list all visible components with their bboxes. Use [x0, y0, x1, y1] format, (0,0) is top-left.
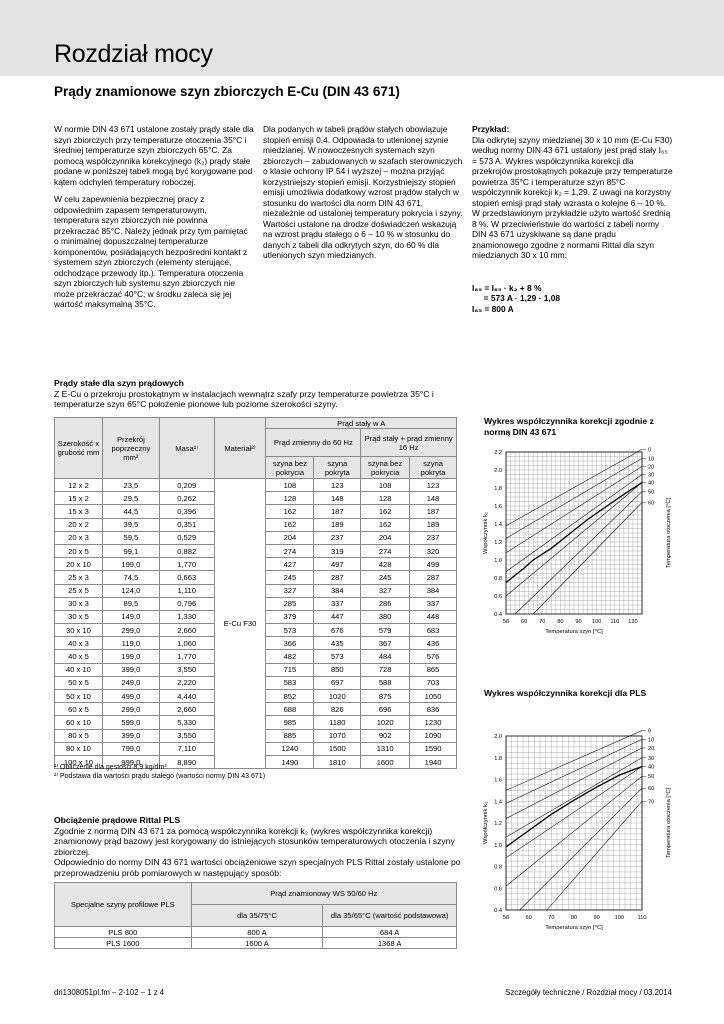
table-cell: 249,0	[102, 676, 159, 689]
series-label: 30	[648, 472, 655, 479]
table-cell: 2,220	[159, 676, 214, 689]
table-cell: 1020	[361, 716, 410, 729]
table-cell: 499	[410, 558, 457, 571]
table-cell: 39,5	[102, 518, 159, 531]
table-cell: 1490	[266, 755, 314, 768]
table-cell: 327	[361, 584, 410, 597]
x-tick-label: 50	[502, 915, 510, 921]
intro-column-2	[263, 124, 463, 268]
table-cell: 12 x 2	[55, 479, 103, 492]
footer-right: Szczegóły techniczne / Rozdział mocy / 03.2014	[505, 988, 672, 997]
y-tick-label: 1.4	[494, 799, 502, 806]
table-cell: 50 x 5	[55, 676, 103, 689]
x-tick-label: 70	[539, 619, 546, 625]
table-cell: 367	[361, 637, 410, 650]
table-cell: 80 x 5	[55, 729, 103, 742]
table-cell: 204	[266, 531, 314, 544]
table-cell: 50 x 10	[55, 690, 103, 703]
page-title: Rozdział mocy	[54, 40, 213, 68]
table-cell: 128	[266, 492, 314, 505]
table-cell: 320	[410, 544, 457, 557]
pls-table	[54, 882, 457, 949]
table-cell: 1,110	[159, 584, 214, 597]
table-cell: 124,0	[102, 584, 159, 597]
table-cell: 1180	[314, 716, 361, 729]
x-tick-label: 60	[525, 915, 532, 921]
table-cell: 319	[314, 544, 361, 557]
table-cell: 299,0	[102, 703, 159, 716]
chart2-title: Wykres współczynnika korekcji dla PLS	[484, 688, 647, 698]
table-cell: 447	[314, 610, 361, 623]
y-tick-label: 0.6	[494, 594, 502, 600]
y-axis-label: Współczynnik k₂	[483, 511, 489, 555]
header-mass: Masa¹⁾	[159, 418, 214, 479]
series-label: 30	[648, 755, 655, 762]
table-cell: 30 x 3	[55, 597, 103, 610]
header-coated: szyna pokryta	[410, 457, 457, 479]
table-cell: 327	[266, 584, 314, 597]
y-tick-label: 1.8	[494, 486, 502, 492]
table-cell: 836	[410, 703, 457, 716]
table-cell: 399,0	[102, 663, 159, 676]
table-cell: 1230	[410, 716, 457, 729]
table-cell: 162	[266, 505, 314, 518]
table-cell: 1600	[361, 755, 410, 768]
table-cell: 573	[314, 650, 361, 663]
y-tick-label: 0.6	[494, 886, 502, 893]
x-tick-label: 80	[557, 619, 564, 625]
header-material: Materiał²⁾	[214, 418, 266, 479]
table-cell: 428	[361, 558, 410, 571]
table-cell: 162	[361, 518, 410, 531]
table-cell: 199,0	[102, 650, 159, 663]
paragraph: W normie DIN 43 671 ustalone zostały prądy stałe dla szyn zbiorczych przy temperaturze otoczenia 35°C i średniej temperaturze szyn zbiorczych 65°C. Za pomocą współczynnika korekcyjnego (k₂) prądy stałe podane w poniższej tabeli mogą być korygowane pod kątem odchyleń temperatury roboczej.	[54, 124, 254, 187]
table-cell: 40 x 3	[55, 637, 103, 650]
table-cell: 199,0	[102, 558, 159, 571]
table-cell: 1,770	[159, 558, 214, 571]
header-dc: Prąd stały + prąd zmienny 16 Hz	[361, 429, 457, 457]
table-cell: 865	[410, 663, 457, 676]
table-cell: 128	[361, 492, 410, 505]
x-axis-label: Temperatura szyn [°C]	[545, 925, 603, 931]
pls-text-1: Zgodnie z normą DIN 43 671 za pomocą współczynnika korekcji k₂ (wykres współczynnika korekcji) znamionowy prąd bazowy jest korygowany do istniejących stosunków temperaturowych otoczenia i szyny zbiorczej.	[54, 825, 455, 857]
table-cell: 379	[266, 610, 314, 623]
header-current: Prąd stały w A	[266, 418, 457, 429]
header-bare: szyna bez pokrycia	[361, 457, 410, 479]
table-cell: 482	[266, 650, 314, 663]
table-cell: 800 A	[191, 927, 323, 938]
series-label: 50	[648, 489, 655, 496]
chart-din	[480, 444, 670, 649]
table-cell: 286	[361, 597, 410, 610]
table-cell: 384	[314, 584, 361, 597]
table-cell: 1500	[314, 742, 361, 755]
table-cell: 204	[361, 531, 410, 544]
example-column	[472, 124, 674, 314]
table-cell: 0,262	[159, 492, 214, 505]
table-cell: 100 x 10	[55, 755, 103, 768]
table1-title: Prądy stałe dla szyn prądowych	[54, 378, 184, 388]
table-cell: 20 x 10	[55, 558, 103, 571]
table-cell: 7,110	[159, 742, 214, 755]
table-cell: 715	[266, 663, 314, 676]
table-cell: 399,0	[102, 729, 159, 742]
table-cell: 0,529	[159, 531, 214, 544]
table-cell: 123	[314, 479, 361, 492]
series-label: 0	[648, 447, 652, 454]
table-cell: 3,550	[159, 729, 214, 742]
table-cell: 59,5	[102, 531, 159, 544]
table-cell: 384	[410, 584, 457, 597]
y-tick-label: 1.2	[494, 540, 502, 546]
y-tick-label: 1.2	[494, 821, 502, 827]
table-cell: 999,0	[102, 755, 159, 768]
table-cell: PLS 800	[55, 927, 192, 938]
table-cell: 1590	[410, 742, 457, 755]
table-cell: 15 x 2	[55, 492, 103, 505]
table-cell: 1600 A	[191, 938, 323, 949]
header-35-65: dla 35/65°C (wartość podstawowa)	[323, 905, 457, 927]
series-label: 0	[648, 728, 652, 735]
table-cell: 108	[266, 479, 314, 492]
footnote: ¹⁾ Obliczenie dla gęstości 8,9 kg/dm³	[54, 764, 167, 771]
table-cell: 427	[266, 558, 314, 571]
table-cell: 99,1	[102, 544, 159, 557]
table-cell: 162	[266, 518, 314, 531]
footer-left: dri1308051pl.fm – 2-102 – 1 z 4	[54, 988, 165, 997]
table-cell: 187	[314, 505, 361, 518]
x-tick-label: 90	[593, 915, 600, 921]
table-cell: 1070	[314, 729, 361, 742]
table-cell: 728	[361, 663, 410, 676]
header-rated: Prąd znamionowy WS 50/60 Hz	[191, 883, 456, 905]
table-cell: 1050	[410, 690, 457, 703]
chart1-title: Wykres współczynnika korekcji zgodnie z normą DIN 43 671	[484, 416, 654, 437]
table-cell: 30 x 10	[55, 624, 103, 637]
x-tick-label: 100	[591, 619, 602, 625]
series-label: 70	[648, 799, 655, 806]
table-cell: 8,890	[159, 755, 214, 768]
series-label: 60	[648, 500, 655, 507]
table-cell: 985	[266, 716, 314, 729]
current-table	[54, 417, 457, 769]
table-cell: 119,0	[102, 637, 159, 650]
table-cell: 20 x 3	[55, 531, 103, 544]
table-cell: 287	[410, 571, 457, 584]
header-size: Szerokość x grubość mm	[55, 418, 103, 479]
table-cell: 25 x 3	[55, 571, 103, 584]
example-text: Dla odkrytej szyny miedzianej 30 x 10 mm (E-Cu F30) według normy DIN 43 671 ustalony jest prąd stały I₆₅ = 573 A. Wykres współczynnika korekcji dla przekrojów prostokątnych pokazuje przy temperaturze powietrza 35°C i temperaturze szyn 85°C współczynnik korekcji k₂ = 1,29. Z uwagi na korzystny stopień emisji prąd stały wzrasta o kolejne 6 – 10 %. W przedstawionym przykładzie użyto wartość średnią 8 %. W przeciwieństwie do wartości z tabeli normy DIN 43 671 uzyskiwane są dane prądu znamionowego zgodne z normami Rittal dla szyn miedzianych 30 x 10 mm:	[472, 134, 673, 260]
table-cell: 1,060	[159, 637, 214, 650]
table-cell: 448	[410, 610, 457, 623]
y2-axis-label: Temperatura otoczenia [°C]	[666, 787, 672, 859]
table-cell: 0,663	[159, 571, 214, 584]
series-label: 20	[648, 464, 655, 471]
series-label: 10	[648, 456, 655, 463]
series-label: 40	[648, 764, 655, 771]
table-cell: 74,5	[102, 571, 159, 584]
y-tick-label: 1.4	[494, 522, 502, 528]
table-cell: 108	[361, 479, 410, 492]
table-cell: 697	[314, 676, 361, 689]
table-cell: 885	[266, 729, 314, 742]
y-tick-label: 1.0	[494, 558, 502, 564]
table-cell: 875	[361, 690, 410, 703]
table-cell: 902	[361, 729, 410, 742]
table-body	[55, 927, 457, 949]
table-cell: 3,550	[159, 663, 214, 676]
header-special: Specjalne szyny profilowe PLS	[55, 883, 192, 927]
table-cell: 579	[361, 624, 410, 637]
table-cell: 189	[410, 518, 457, 531]
paragraph: W celu zapewnienia bezpiecznej pracy z odpowiednim zapasem temperaturowym, temperatura szyn zbiorczych nie powinna przekraczać 85°C. Należy jednak przy tym pamiętać o minimalnej dopuszczalnej temperaturze komponentów, posiadających bezpośredni kontakt z systemem szyn zbiorczych (elementy sterujące, odchodzące przewody itp.). Temperatura otoczenia szyn zbiorczych lub systemu szyn zbiorczych nie może przekraczać 40°C; w środku zaleca się jej wartość maksymalną 35°C.	[54, 194, 248, 309]
pls-text-2: Odpowiednio do normy DIN 43 671 wartości obciążeniowe szyn specjalnych PLS Rittal zostały ustalone po przeprowadzeniu prób pomiarowych w następujący sposób:	[54, 857, 461, 878]
table-cell: 0,796	[159, 597, 214, 610]
table-cell: 237	[314, 531, 361, 544]
table-cell: 1020	[314, 690, 361, 703]
series-label: 40	[648, 480, 655, 487]
header-35-75: dla 35/75°C	[191, 905, 323, 927]
table-cell: 1368 A	[323, 938, 457, 949]
paragraph: Dla podanych w tabeli prądów stałych obowiązuje stopień emisji 0,4. Odpowiada to utlenionej szynie miedzianej. W nowoczesnych systemach szyn zbiorczych – zabudowanych w szafach sterowniczych o klasie ochrony IP 54 i wyższej – można przyjąć korzystniejszy stopień emisji. Korzystniejszy stopień emisji umożliwia dodatkowy wzrost prądów stałych w stosunku do wartości dla norm DIN 43 671, niezależnie od ustalonej temperatury pokrycia i szyny. Wartości ustalone na drodze doświadczeń wskazują na wzrost prądu stałego o 6 – 10 % w stosunku do danych z tabeli dla odkrytych szyn, do 60 % dla utlenionych szyn miedzianych.	[263, 124, 463, 260]
x-axis-label: Temperatura szyn [°C]	[545, 629, 603, 635]
table-cell: 189	[314, 518, 361, 531]
intro-column-1	[54, 124, 254, 317]
y-tick-label: 0.4	[494, 612, 502, 618]
table-cell: 245	[266, 571, 314, 584]
table-cell: 852	[266, 690, 314, 703]
x-tick-label: 60	[521, 619, 528, 625]
table-cell: 80 x 10	[55, 742, 103, 755]
table-cell: 44,5	[102, 505, 159, 518]
table-cell: 588	[361, 676, 410, 689]
table-cell: 60 x 10	[55, 716, 103, 729]
table-cell: 25 x 5	[55, 584, 103, 597]
table-cell: 703	[410, 676, 457, 689]
table-cell: 285	[266, 597, 314, 610]
table-row	[55, 938, 457, 949]
page-header	[0, 0, 724, 76]
table-cell: 676	[314, 624, 361, 637]
table-cell: 499,0	[102, 690, 159, 703]
table-row	[55, 479, 457, 492]
table-cell: 2,660	[159, 624, 214, 637]
table-cell: 274	[266, 544, 314, 557]
table-cell: 4,440	[159, 690, 214, 703]
x-tick-label: 100	[614, 915, 625, 921]
table-cell: 245	[361, 571, 410, 584]
table-cell: 683	[410, 624, 457, 637]
table-cell: 20 x 2	[55, 518, 103, 531]
table-cell: 148	[314, 492, 361, 505]
y-tick-label: 0.8	[494, 576, 502, 582]
table-cell: 0,351	[159, 518, 214, 531]
chart-pls	[480, 722, 670, 948]
table-cell: 23,5	[102, 479, 159, 492]
table-row	[55, 927, 457, 938]
series-label: 60	[648, 786, 655, 793]
table-cell: 826	[314, 703, 361, 716]
table1-footnotes	[54, 763, 265, 781]
header-ac: Prąd zmienny do 60 Hz	[266, 429, 361, 457]
pls-section	[54, 815, 466, 878]
series-line	[520, 788, 642, 910]
table-cell: 799,0	[102, 742, 159, 755]
table-cell: 60 x 5	[55, 703, 103, 716]
table-cell: 337	[314, 597, 361, 610]
table-cell: 287	[314, 571, 361, 584]
table-cell: 40 x 10	[55, 663, 103, 676]
x-tick-label: 120	[628, 619, 638, 625]
table-cell: 1240	[266, 742, 314, 755]
table-cell: 380	[361, 610, 410, 623]
table-cell: 29,5	[102, 492, 159, 505]
table-cell: 576	[410, 650, 457, 663]
formula-line: I₈₅ = 800 A	[472, 303, 514, 314]
table-cell: 187	[410, 505, 457, 518]
y-tick-label: 1.0	[494, 842, 502, 849]
x-tick-label: 90	[575, 619, 582, 625]
section-title: Prądy znamionowe szyn zbiorczych E-Cu (DIN 43 671)	[54, 84, 400, 99]
y-tick-label: 1.8	[494, 755, 502, 762]
table-cell: 237	[410, 531, 457, 544]
table-cell: PLS 1600	[55, 938, 192, 949]
y-tick-label: 1.6	[494, 777, 502, 784]
formula-line: = 573 A · 1,29 · 1,08	[472, 293, 561, 303]
table-cell: 435	[314, 637, 361, 650]
x-tick-label: 80	[570, 915, 578, 921]
x-tick-label: 110	[637, 915, 647, 921]
series-label: 20	[648, 745, 655, 752]
example-title: Przykład:	[472, 124, 510, 134]
table-cell: 149,0	[102, 610, 159, 623]
y2-axis-label: Temperatura otoczenia [°C]	[666, 497, 672, 569]
table-cell: 15 x 3	[55, 505, 103, 518]
series-label: 50	[648, 774, 655, 781]
table-cell: 696	[361, 703, 410, 716]
y-tick-label: 2.2	[494, 450, 502, 456]
y-tick-label: 1.6	[494, 504, 502, 510]
formula-line: I₈₅ = I₆₅ · k₂ + 8 %	[472, 282, 542, 293]
table-cell: 850	[314, 663, 361, 676]
table-cell: 1940	[410, 755, 457, 768]
table-cell: 123	[410, 479, 457, 492]
table-cell: 684 A	[323, 927, 457, 938]
table1-description: Z E-Cu o przekroju prostokątnym w instalacjach wewnątrz szafy przy temperaturze powietrza 35°C i temperaturze szyn 65°C położenie pionowe lub poziome szerokości szyny.	[54, 388, 434, 409]
table-cell: 0,396	[159, 505, 214, 518]
example-formula	[472, 283, 674, 315]
table-cell: 573	[266, 624, 314, 637]
table-body	[55, 479, 457, 769]
table-cell: 1,330	[159, 610, 214, 623]
table-cell: 436	[410, 637, 457, 650]
material-cell: E-Cu F30	[214, 479, 266, 769]
header-coated: szyna pokryta	[314, 457, 361, 479]
table-cell: 1,770	[159, 650, 214, 663]
series-label: 10	[648, 737, 655, 744]
x-tick-label: 50	[502, 619, 510, 625]
table-cell: 274	[361, 544, 410, 557]
table-cell: 0,209	[159, 479, 214, 492]
table-cell: 20 x 5	[55, 544, 103, 557]
table-cell: 162	[361, 505, 410, 518]
table-cell: 497	[314, 558, 361, 571]
table-cell: 583	[266, 676, 314, 689]
table-cell: 337	[410, 597, 457, 610]
table-cell: 89,5	[102, 597, 159, 610]
y-tick-label: 0.4	[494, 908, 502, 914]
table-cell: 1090	[410, 729, 457, 742]
table-cell: 0,882	[159, 544, 214, 557]
header-bare: szyna bez pokrycia	[266, 457, 314, 479]
table-cell: 40 x 5	[55, 650, 103, 663]
table-cell: 1810	[314, 755, 361, 768]
header-cross-section: Przekrój poprzeczny mm²	[102, 418, 159, 479]
y-tick-label: 0.8	[494, 864, 502, 871]
x-tick-label: 110	[610, 619, 620, 625]
pls-title: Obciążenie prądowe Rittal PLS	[54, 815, 181, 825]
table-cell: 5,330	[159, 716, 214, 729]
y-axis-label: Współczynnik k₂	[483, 801, 489, 845]
y-tick-label: 2.0	[494, 468, 502, 474]
table-cell: 30 x 5	[55, 610, 103, 623]
y-tick-label: 2.0	[494, 734, 502, 740]
table-cell: 599,0	[102, 716, 159, 729]
table-cell: 299,0	[102, 624, 159, 637]
x-tick-label: 70	[548, 915, 555, 921]
table1-header	[54, 378, 454, 410]
table-cell: 2,660	[159, 703, 214, 716]
table-cell: 366	[266, 637, 314, 650]
table-cell: 148	[410, 492, 457, 505]
footnote: ²⁾ Podstawa dla wartości prądu stałego (wartości normy DIN 43 671)	[54, 773, 266, 780]
table-cell: 1310	[361, 742, 410, 755]
table-cell: 688	[266, 703, 314, 716]
table-cell: 484	[361, 650, 410, 663]
